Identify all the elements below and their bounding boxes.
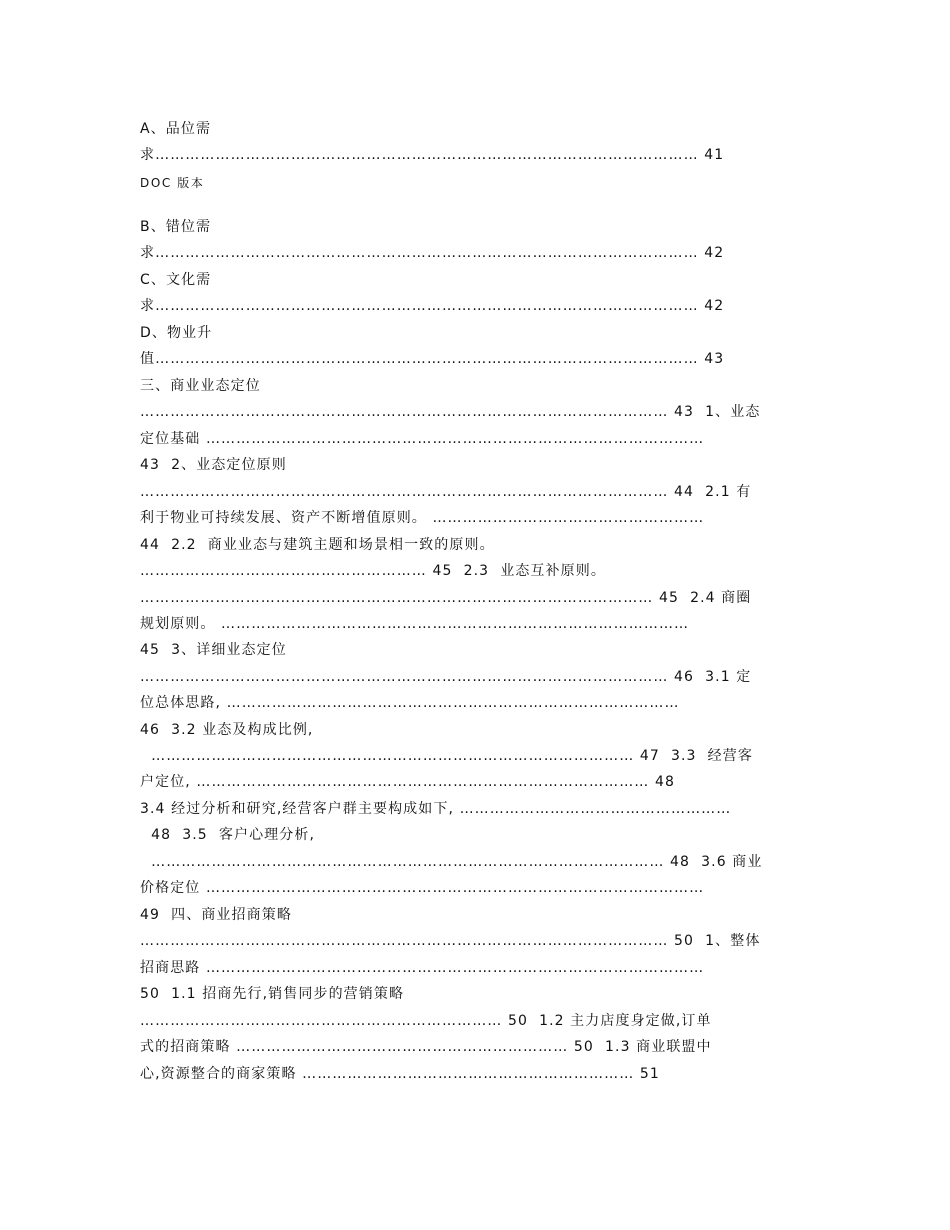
- toc-line: 43 2、业态定位原则: [140, 457, 287, 473]
- toc-line: …………………………………………………………………………………………… 50 1、整体: [140, 933, 761, 949]
- toc-line: A、品位需: [140, 121, 212, 137]
- toc-line: …………………………………………………………………………………………… 44 2.1 有: [140, 484, 752, 500]
- toc-line: C、文化需: [140, 272, 212, 288]
- toc-line: 三、商业业态定位: [140, 378, 261, 394]
- toc-line: 49 四、商业招商策略: [140, 907, 292, 923]
- toc-line: 规划原则。 …………………………………………………………………………………: [140, 616, 690, 632]
- toc-line: 户定位, ……………………………………………………………………………… 48: [140, 774, 675, 790]
- toc-line: 45 3、详细业态定位: [140, 642, 287, 658]
- toc-line: D、物业升: [140, 325, 213, 341]
- toc-line: 定位基础 ………………………………………………………………………………………: [140, 431, 705, 447]
- toc-line: B、错位需: [140, 219, 212, 235]
- toc-line: 求……………………………………………………………………………………………… 41: [140, 147, 725, 163]
- toc-line: 心,资源整合的商家策略 ………………………………………………………… 51: [140, 1066, 660, 1082]
- toc-line: …………………………………………………………………………………………… 46 3.1 定: [140, 669, 752, 685]
- toc-line: 求……………………………………………………………………………………………… 42: [140, 245, 725, 261]
- toc-line: 46 3.2 业态及构成比例,: [140, 722, 314, 738]
- toc-line: ………………………………………………………………………………………… 48 3.6 商业: [140, 854, 763, 870]
- toc-line: 44 2.2 商业业态与建筑主题和场景相一致的原则。: [140, 537, 495, 553]
- toc-line: 利于物业可持续发展、资产不断增值原则。 ………………………………………………: [140, 510, 705, 526]
- toc-line: 价格定位 ………………………………………………………………………………………: [140, 880, 705, 896]
- toc-line: …………………………………………………………………………………… 47 3.3 经营客: [140, 748, 753, 764]
- toc-line: ………………………………………………… 45 2.3 业态互补原则。: [140, 563, 606, 579]
- toc-line: ………………………………………………………………………………………… 45 2.4 商圈: [140, 590, 752, 606]
- toc-line: 50 1.1 招商先行,销售同步的营销策略: [140, 986, 405, 1002]
- toc-line: …………………………………………………………………………………………… 43 1、业态: [140, 404, 761, 420]
- toc-line: 位总体思路, ………………………………………………………………………………: [140, 695, 680, 711]
- format-note: DOC 版本: [140, 176, 205, 190]
- toc-line: ……………………………………………………………… 50 1.2 主力店度身定做,订单: [140, 1013, 712, 1029]
- toc-line: 3.4 经过分析和研究,经营客户群主要构成如下, ………………………………………………: [140, 801, 732, 817]
- toc-line: 招商思路 ………………………………………………………………………………………: [140, 960, 705, 976]
- toc-line: 48 3.5 客户心理分析,: [140, 827, 316, 843]
- toc-line: 式的招商策略 ………………………………………………………… 50 1.3 商业联盟中: [140, 1039, 712, 1055]
- toc-line: 求……………………………………………………………………………………………… 42: [140, 298, 725, 314]
- toc-line: 值……………………………………………………………………………………………… 43: [140, 351, 725, 367]
